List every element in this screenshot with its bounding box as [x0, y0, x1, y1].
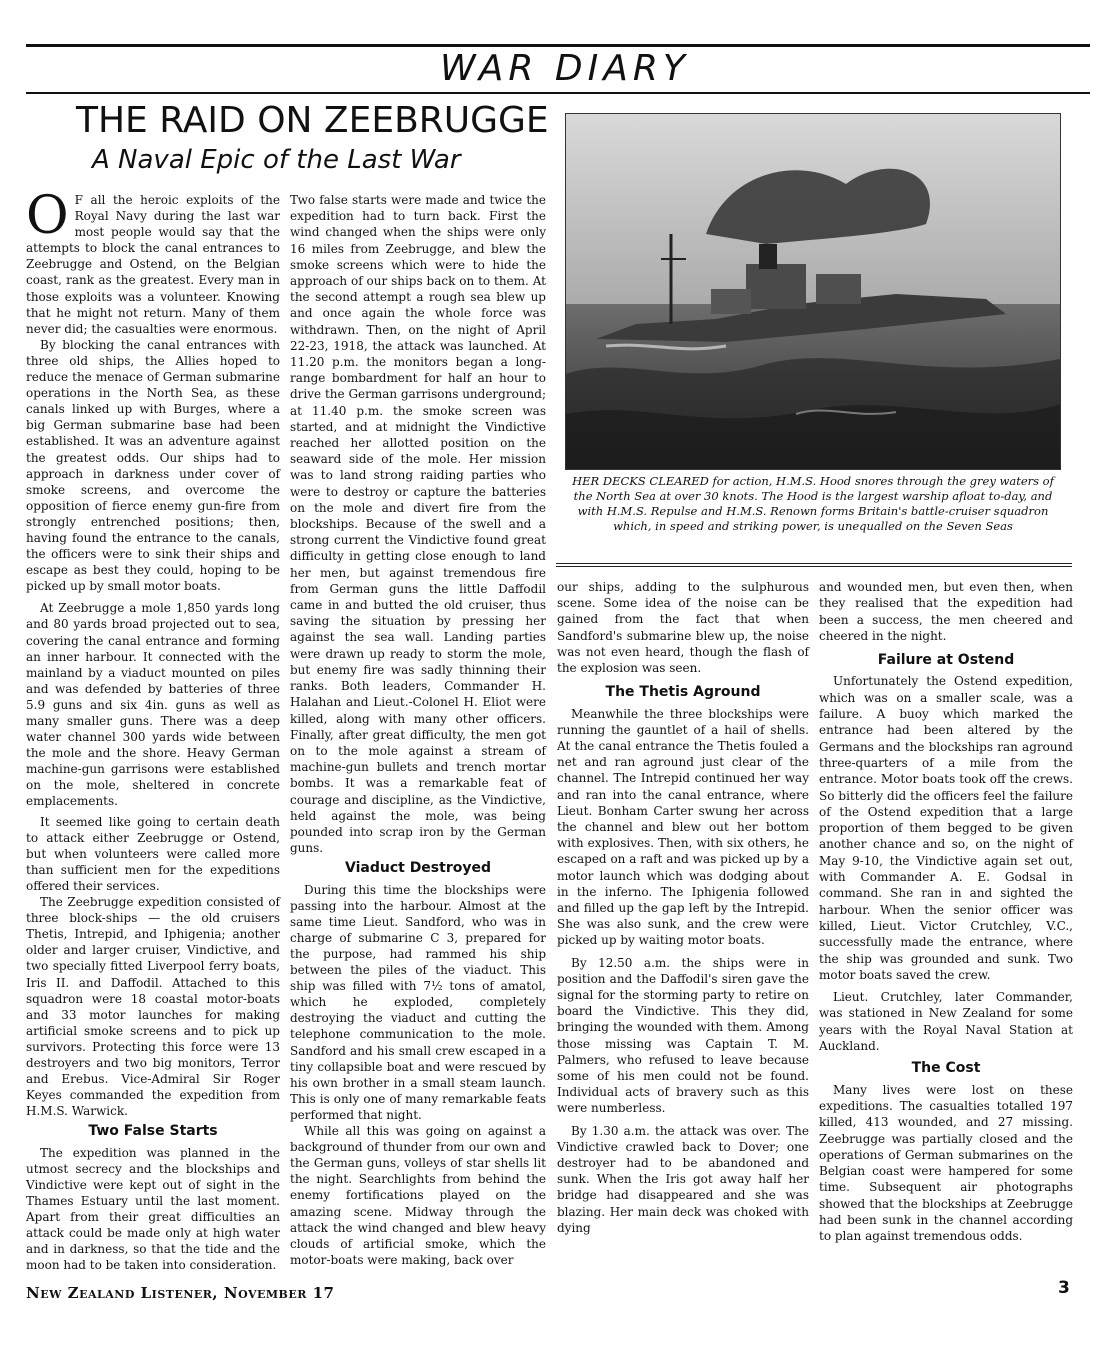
paragraph: Two false starts were made and twice the expedition had to turn back. First the wind changed when the ships were only 16 miles from Zeebrugge, and blew the smoke screens which were to hide the approach of our ships back on to them. At the second attempt a rough sea blew up and once again the whole force was withdrawn. Then, on the night of April 22-23, 1918, the attack was launched. At 11.20 p.m. the monitors began a long-range bombardment for half an hour to drive the German garrisons underground; at 11.40 p.m. the smoke screen was started, and at midnight the Vindictive reached her allotted position on the seaward side of the mole. Her mission was to land strong raiding parties who were to destroy or capture the batteries on the mole and divert fire from the blockships. Because of the swell and a strong current the Vindictive found great difficulty in getting close enough to land her men, but against tremendous fire from German guns the little Daffodil came in and butted the old cruiser, thus saving the situation by pressing her against the sea wall. Landing parties were drawn up ready to storm the mole, but enemy fire was sadly thinning their ranks. Both leaders, Commander H. Halahan and Lieut.-Colonel H. Eliot were killed, along with many other officers. Finally, after great difficulty, the men got on to the mole against a stream of machine-gun bullets and trench mortar bombs. It was a remarkable feat of courage and discipline, as the Vindictive, held against the mole, was being pounded into scrap iron by the German guns. [290, 193, 546, 856]
subheadline: A Naval Epic of the Last War [92, 145, 461, 175]
paragraph: By blocking the canal entrances with three old ships, the Allies hoped to reduce the menace of German submarine operations in the North Sea, as these canals linked up with Burges, where a big German submarine base had been established. It was an adventure against the greatest odds. Our ships had to approach in darkness under cover of smoke screens, and overcome the opposition of fierce enemy gun-fire from strongly entrenched positions; then, having found the entrance to the canals, the officers were to sink their ships and escape as best they could, hoping to be picked up by small motor boats. [26, 337, 280, 594]
dropcap: O [26, 186, 69, 246]
paragraph: By 12.50 a.m. the ships were in position and the Daffodil's siren gave the signal for the storming party to retire on board the Vindictive. This they did, bringing the wounded with them. Among those missing was Captain T. M. Palmers, who refused to leave because some of his men could not be found. Individual acts of bravery such as this were numberless. [557, 955, 809, 1116]
article-column-4 [819, 579, 1073, 1245]
subheading: Failure at Ostend [877, 652, 1015, 669]
article-column-2 [290, 192, 546, 1268]
publication-footer: New Zealand Listener, November 17 [26, 1284, 335, 1302]
section-title: WAR DIARY [440, 48, 690, 89]
subheading: The Cost [911, 1060, 981, 1077]
paragraph: At Zeebrugge a mole 1,850 yards long and 80 yards broad projected out to sea, covering the canal entrance and forming an inner harbour. It connected with the mainland by a viaduct mounted on piles and was defended by batteries of three 5.9 guns and six 4in. guns as well as many smaller guns. There was a deep water channel 300 yards wide between the mole and the shore. Heavy German machine-gun garrisons were established on the mole, sheltered in concrete emplacements. [26, 601, 280, 809]
headline: THE RAID ON ZEEBRUGGE [76, 100, 549, 141]
battleship-photo [565, 113, 1061, 470]
paragraph: O F all the heroic exploits of the Royal Navy during the last war most people would say that the attempts to block the canal entrances to Zeebrugge and Ostend, on the Belgian coast, rank as the greatest. Every man in those exploits was a volunteer. Knowing that he might not return. Many of them never did; the casualties were enormous. [26, 186, 280, 336]
caption-rule [556, 563, 1072, 564]
paragraph: and wounded men, but even then, when they realised that the expedition had been a success, the men cheered and cheered in the night. [819, 580, 1073, 643]
article-column-3 [557, 579, 809, 1236]
top-rule [26, 44, 1090, 47]
paragraph: While all this was going on against a background of thunder from our own and the German guns, volleys of star shells lit the night. Searchlights from behind the enemy fortifications played on the amazing scene. Midway through the attack the wind changed and blew heavy clouds of artificial smoke, which the motor-boats were making, back over [290, 1124, 546, 1267]
battleship-icon [566, 114, 1060, 469]
paragraph: Many lives were lost on these expeditions. The casualties totalled 197 killed, 413 wounded, and 27 missing. Zeebrugge was partially closed and the operations of German submarines on the Belgian coast were hampered for some time. Subsequent air photographs showed that the blockships at Zeebrugge had been sunk in the channel according to plan against tremendous odds. [819, 1082, 1073, 1244]
paragraph: our ships, adding to the sulphurous scene. Some idea of the noise can be gained from the fact that when Sandford's submarine blew up, the noise was not even heard, though the flash of the explosion was seen. [557, 580, 809, 676]
paragraph: Unfortunately the Ostend expedition, which was on a smaller scale, was a failure. A buoy which marked the entrance had been altered by the Germans and the blockships ran aground three-quarters of a mile from the entrance. Motor boats took off the crews. So bitterly did the officers feel the failure of the Ostend expedition that a large proportion of them begged to be given another chance and so, on the night of May 9-10, the Vindictive again set out, with Commander A. E. Godsal in command. She ran in and sighted the harbour. When the senior officer was killed, Lieut. Victor Crutchley, V.C., successfully made the entrance, where the ship was grounded and sunk. Two motor boats saved the crew. [819, 674, 1073, 982]
paragraph: During this time the blockships were passing into the harbour. Almost at the same time Lieut. Sandford, who was in charge of submarine C 3, prepared for the purpose, had rammed his ship between the piles of the viaduct. This ship was filled with 7½ tons of amatol, which he exploded, completely destroying the viaduct and cutting the telephone communication to the mole. Sandford and his small crew escaped in a tiny collapsible boat and were rescued by his own brother in a small steam launch. This is only one of many remarkable feats performed that night. [290, 882, 546, 1122]
subheading: Two False Starts [88, 1123, 218, 1140]
caption-rule [556, 566, 1072, 567]
paragraph: Meanwhile the three blockships were running the gauntlet of a hail of shells. At the canal entrance the Thetis fouled a net and ran aground just clear of the channel. The Intrepid continued her way and ran into the canal entrance, where Lieut. Bonham Carter swung her across the channel and blew out her bottom with explosives. Then, with six others, he escaped on a raft and was picked up by a motor launch which was dodging about in the inferno. The Iphigenia followed and filled up the gap left by the Intrepid. She was also sunk, and the crew were picked up by waiting motor boats. [557, 706, 809, 948]
subheading: Viaduct Destroyed [345, 860, 491, 877]
paragraph: It seemed like going to certain death to attack either Zeebrugge or Ostend, but when volunteers were called more than sufficient men for the expeditions offered their services. [26, 814, 280, 893]
photo-caption: HER DECKS CLEARED for action, H.M.S. Hood snores through the grey waters of the North Sea at over 30 knots. The Hood is the largest warship afloat to-day, and with H.M.S. Repulse and H.M.S. Renown forms Britain's battle-cruiser squadron which, in speed and striking power, is unequalled on the Seven Seas [572, 474, 1054, 533]
paragraph: The expedition was planned in the utmost secrecy and the blockships and Vindictive were kept out of sight in the Thames Estuary until the last moment. Apart from their great difficulties an attack could be made only at high water and in darkness, so that the tide and the moon had to be taken into consideration. [26, 1145, 280, 1273]
title-rule [26, 92, 1090, 94]
paragraph: Lieut. Crutchley, later Commander, was stationed in New Zealand for some years with the Royal Naval Station at Auckland. [819, 990, 1073, 1054]
article-column-1 [26, 186, 280, 1273]
subheading: The Thetis Aground [605, 684, 761, 701]
paragraph: By 1.30 a.m. the attack was over. The Vindictive crawled back to Dover; one destroyer had to be abandoned and sunk. When the Iris got away half her bridge had disappeared and she was blazing. Her main deck was choked with dying [557, 1123, 809, 1235]
paragraph: The Zeebrugge expedition consisted of three block-ships — the old cruisers Thetis, Intrepid, and Iphigenia; another older and larger cruiser, Vindictive, and two specially fitted Liverpool ferry boats, Iris II. and Daffodil. Attached to this squadron were 18 coastal motor-boats and 33 motor launches for making artificial smoke screens and to pick up survivors. Protecting this force were 13 destroyers and two big monitors, Terror and Erebus. Vice-Admiral Sir Roger Keyes commanded the expedition from H.M.S. Warwick. [26, 895, 280, 1119]
page-number: 3 [1058, 1278, 1070, 1298]
